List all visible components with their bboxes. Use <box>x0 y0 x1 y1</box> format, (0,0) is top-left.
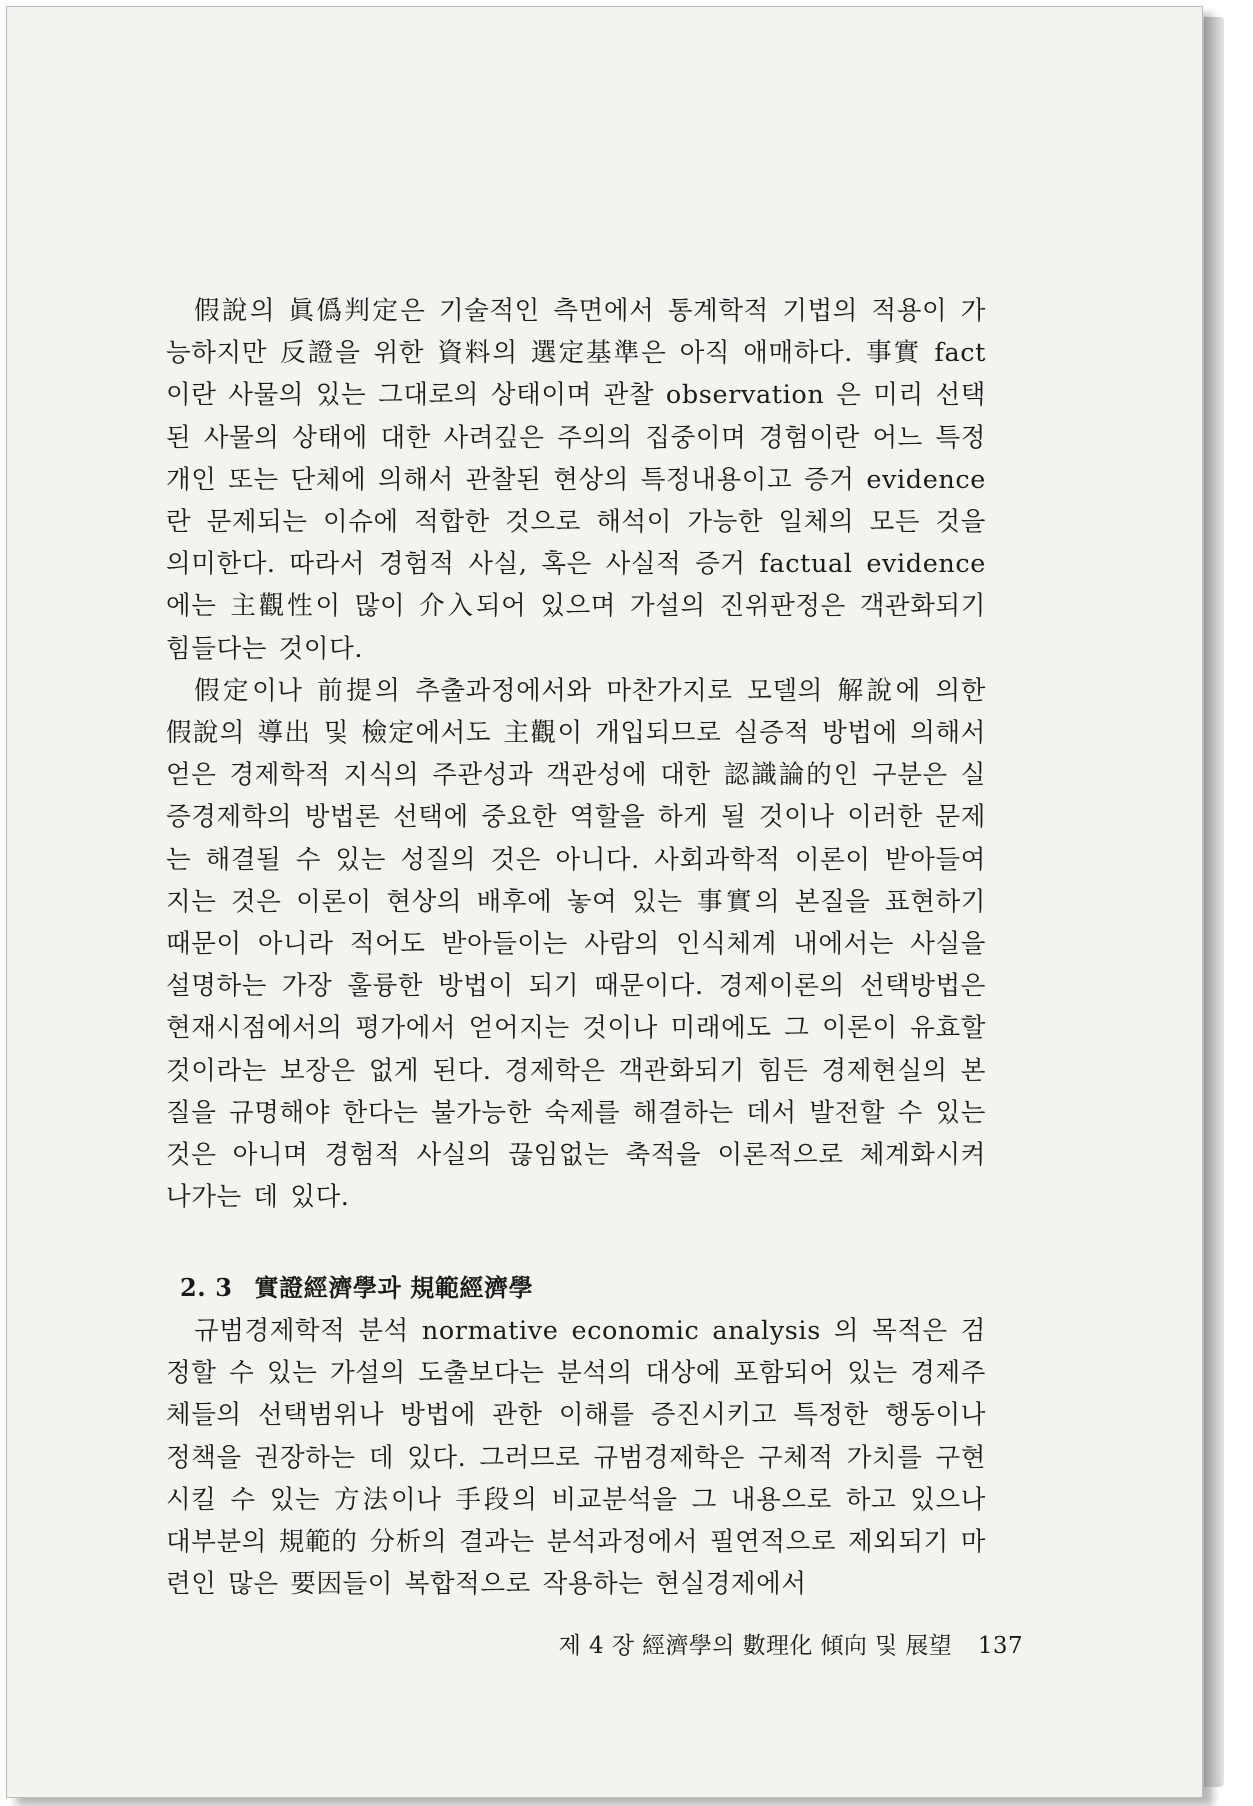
running-footer <box>559 1627 1023 1660</box>
body-text-top <box>166 290 986 1218</box>
page-edge-shadow <box>1204 17 1224 1787</box>
section-title: 實證經濟學과 規範經濟學 <box>254 1273 534 1302</box>
section-heading <box>180 1268 533 1303</box>
paragraph: 假定이나 前提의 추출과정에서와 마찬가지로 모델의 解說에 의한 假說의 導出 및 檢定에서도 主觀이 개입되므로 실증적 방법에 의해서 얻은 경제학적 지식의 주관성과 객관성에 대한 認識論的인 구분은 실증경제학의 방법론 선택에 중요한 역할을 하게 될 것이나 이러한 문제는 해결될 수 있는 성질의 것은 아니다. 사회과학적 이론이 받아들여지는 것은 이론이 현상의 배후에 놓여 있는 事實의 본질을 표현하기 때문이 아니라 적어도 받아들이는 사람의 인식체계 내에서는 사실을 설명하는 가장 훌륭한 방법이 되기 때문이다. 경제이론의 선택방법은 현재시점에서의 평가에서 얻어지는 것이나 미래에도 그 이론이 유효할 것이라는 보장은 없게 된다. 경제학은 객관화되기 힘든 경제현실의 본질을 규명해야 한다는 불가능한 숙제를 해결하는 데서 발전할 수 있는 것은 아니며 경험적 사실의 끊임없는 축적을 이론적으로 체계화시켜 나가는 데 있다. <box>166 675 986 1213</box>
footer-chapter: 제 4 장 <box>558 1633 635 1659</box>
body-text-bottom <box>166 1310 986 1605</box>
paragraph: 假說의 眞僞判定은 기술적인 측면에서 통계학적 기법의 적용이 가능하지만 反證을 위한 資料의 選定基準은 아직 애매하다. 事實 fact 이란 사물의 있는 그대로의 상태이며 관찰 observation 은 미리 선택된 사물의 상태에 대한 사려깊은 주의의 집중이며 경험이란 어느 특정 개인 또는 단체에 의해서 관찰된 현상의 특정내용이고 증거 evidence 란 문제되는 이슈에 적합한 것으로 해석이 가능한 일체의 모든 것을 의미한다. 따라서 경험적 사실, 혹은 사실적 증거 factual evidence 에는 主觀性이 많이 介入되어 있으며 가설의 진위판정은 객관화되기 힘들다는 것이다. <box>166 296 986 664</box>
footer-title: 經濟學의 數理化 傾向 및 展望 <box>642 1633 953 1659</box>
page-number: 137 <box>977 1633 1023 1659</box>
section-number: 2. 3 <box>180 1273 233 1302</box>
paragraph: 규범경제학적 분석 normative economic analysis 의 목적은 검정할 수 있는 가설의 도출보다는 분석의 대상에 포함되어 있는 경제주체들의 선택범위나 방법에 관한 이해를 증진시키고 특정한 행동이나 정책을 권장하는 데 있다. 그러므로 규범경제학은 구체적 가치를 구현시킬 수 있는 方法이나 手段의 비교분석을 그 내용으로 하고 있으나 대부분의 規範的 分析의 결과는 분석과정에서 필연적으로 제외되기 마련인 많은 要因들이 복합적으로 작용하는 현실경제에서 <box>166 1316 986 1600</box>
